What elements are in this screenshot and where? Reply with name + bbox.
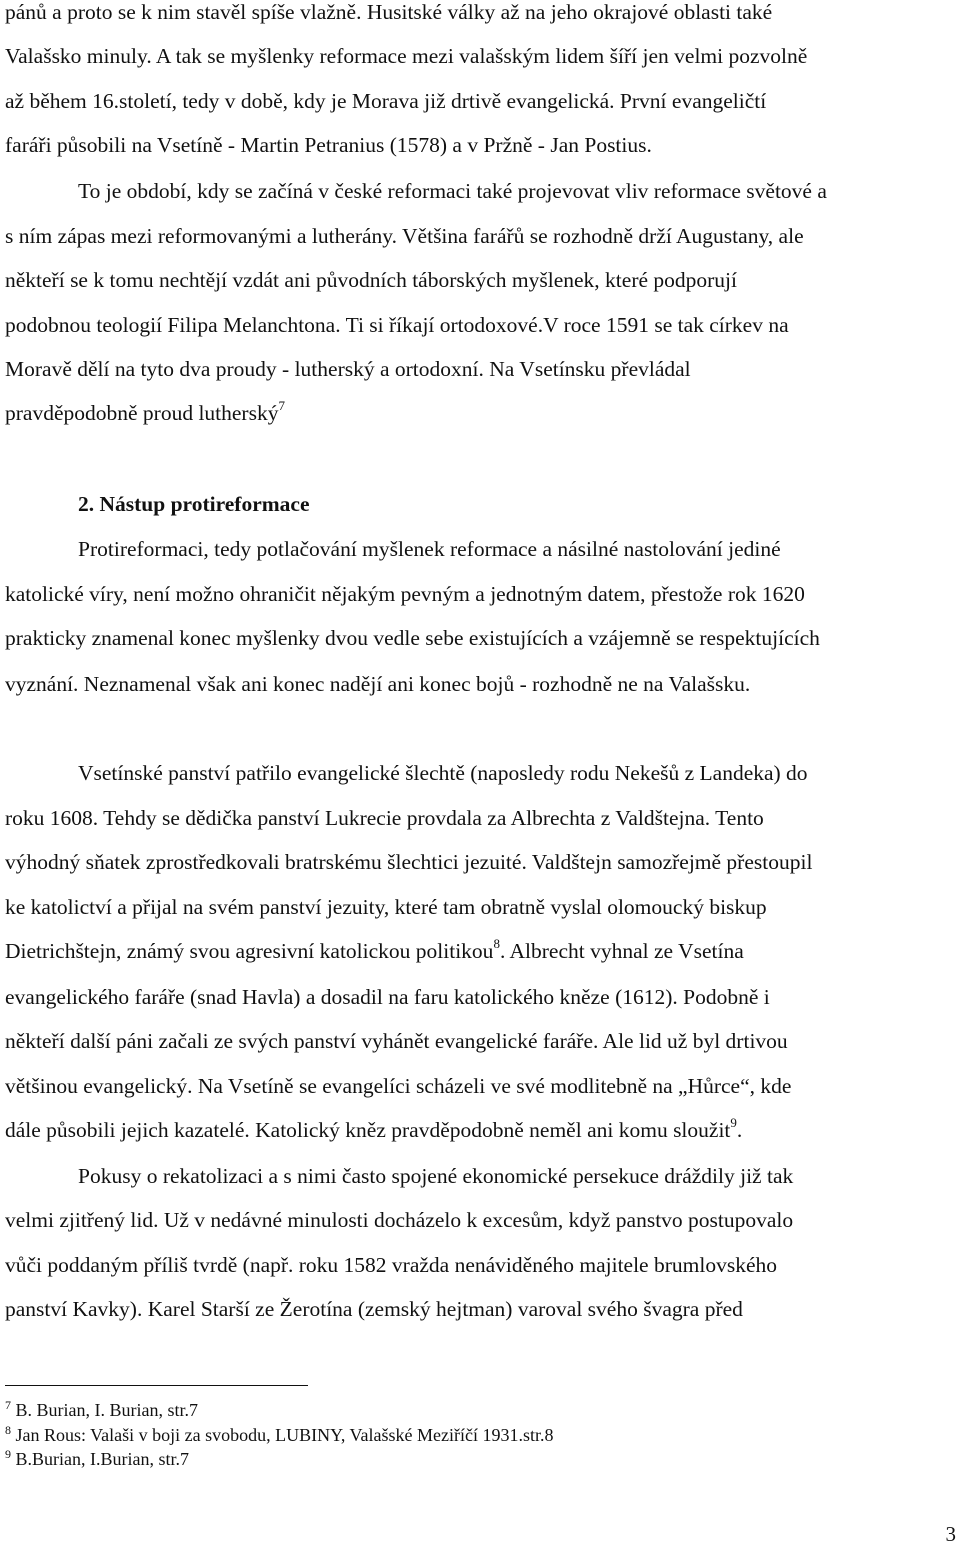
body-text-line: [5, 935, 744, 963]
footnote: [5, 1400, 198, 1420]
body-text-line: vůči poddaným příliš tvrdě (např. roku 1582 vražda nenáviděného majitele brumlovského: [5, 1253, 777, 1277]
body-text-line: Protireformaci, tedy potlačování myšlenek reformace a násilné nastolování jediné: [78, 537, 781, 561]
footnote-reference: 8: [493, 935, 500, 951]
body-text-line: prakticky znamenal konec myšlenky dvou vedle sebe existujících a vzájemně se respektujících: [5, 626, 820, 650]
body-text-line: Vsetínské panství patřilo evangelické šlechtě (naposledy rodu Nekešů z Landeka) do: [78, 761, 808, 785]
footnote-separator: [5, 1385, 308, 1386]
body-text-segment: Dietrichštejn, známý svou agresivní katolickou politikou: [5, 939, 494, 963]
body-text-line: s ním zápas mezi reformovanými a lutherány. Většina farářů se rozhodně drží Augustany, ale: [5, 224, 804, 248]
body-text-line: To je období, kdy se začíná v české reformaci také projevovat vliv reformace světové a: [78, 179, 827, 203]
footnote: [5, 1425, 553, 1445]
body-text-line: ke katolictví a přijal na svém panství jezuity, které tam obratně vyslal olomoucký biskup: [5, 895, 767, 919]
page-number: 3: [945, 1522, 956, 1546]
body-text-line: faráři působili na Vsetíně - Martin Petranius (1578) a v Pržně - Jan Postius.: [5, 133, 652, 157]
body-text-segment: . Albrecht vyhnal ze Vsetína: [499, 939, 744, 963]
body-text-line: výhodný sňatek zprostředkovali bratrskému šlechtici jezuité. Valdštejn samozřejmě přestoupil: [5, 850, 813, 874]
body-text-line: Valašsko minuly. A tak se myšlenky reformace mezi valašským lidem šíří jen velmi pozvolně: [5, 44, 808, 68]
body-text-line: [5, 397, 285, 425]
body-text-line: Moravě dělí na tyto dva proudy - lutherský a ortodoxní. Na Vsetínsku převládal: [5, 357, 691, 381]
footnote-number: 8: [5, 1423, 11, 1437]
footnote-text: Jan Rous: Valaši v boji za svobodu, LUBINY, Valašské Meziříčí 1931.str.8: [11, 1425, 554, 1445]
footnote-text: B.Burian, I.Burian, str.7: [11, 1449, 189, 1469]
body-text-segment: dále působili jejich kazatelé. Katolický kněz pravděpodobně neměl ani komu sloužit: [5, 1118, 731, 1142]
footnote-text: B. Burian, I. Burian, str.7: [11, 1400, 198, 1420]
footnote-number: 9: [5, 1447, 11, 1461]
footnote: [5, 1449, 189, 1469]
body-text-line: evangelického faráře (snad Havla) a dosadil na faru katolického kněze (1612). Podobně i: [5, 985, 770, 1009]
body-text-line: pánů a proto se k nim stavěl spíše vlažně. Husitské války až na jeho okrajové oblasti také: [5, 0, 773, 24]
body-text-line: katolické víry, není možno ohraničit nějakým pevným a jednotným datem, přestože rok 1620: [5, 582, 805, 606]
footnote-reference: 9: [730, 1114, 737, 1130]
body-text-line: panství Kavky). Karel Starší ze Žerotína (zemský hejtman) varoval svého švagra před: [5, 1297, 743, 1321]
body-text-segment: .: [736, 1118, 743, 1142]
body-text-line: velmi zjitřený lid. Už v nedávné minulosti docházelo k excesům, když panstvo postupovalo: [5, 1208, 794, 1232]
body-text-line: někteří se k tomu nechtějí vzdát ani původních táborských myšlenek, které podporují: [5, 268, 737, 292]
body-text-line: [5, 1114, 743, 1142]
body-text-line: Pokusy o rekatolizaci a s nimi často spojené ekonomické persekuce dráždily již tak: [78, 1164, 794, 1188]
body-text-line: roku 1608. Tehdy se dědička panství Lukrecie provdala za Albrechta z Valdštejna. Tento: [5, 806, 764, 830]
footnote-reference: 7: [278, 397, 285, 413]
body-text-line: vyznání. Neznamenal však ani konec nadějí ani konec bojů - rozhodně ne na Valašsku.: [5, 672, 751, 696]
section-heading: 2. Nástup protireformace: [78, 492, 310, 516]
body-text-line: většinou evangelický. Na Vsetíně se evangelíci scházeli ve své modlitebně na „Hůrce“, kde: [5, 1074, 792, 1098]
footnote-number: 7: [5, 1398, 11, 1412]
body-text-segment: pravděpodobně proud lutherský: [5, 401, 279, 425]
body-text-line: podobnou teologií Filipa Melanchtona. Ti si říkají ortodoxové.V roce 1591 se tak církev na: [5, 313, 789, 337]
body-text-line: až během 16.století, tedy v době, kdy je Morava již drtivě evangelická. První evangeličtí: [5, 89, 767, 113]
body-text-line: někteří další páni začali ze svých panství vyhánět evangelické faráře. Ale lid už byl drtivou: [5, 1029, 788, 1053]
